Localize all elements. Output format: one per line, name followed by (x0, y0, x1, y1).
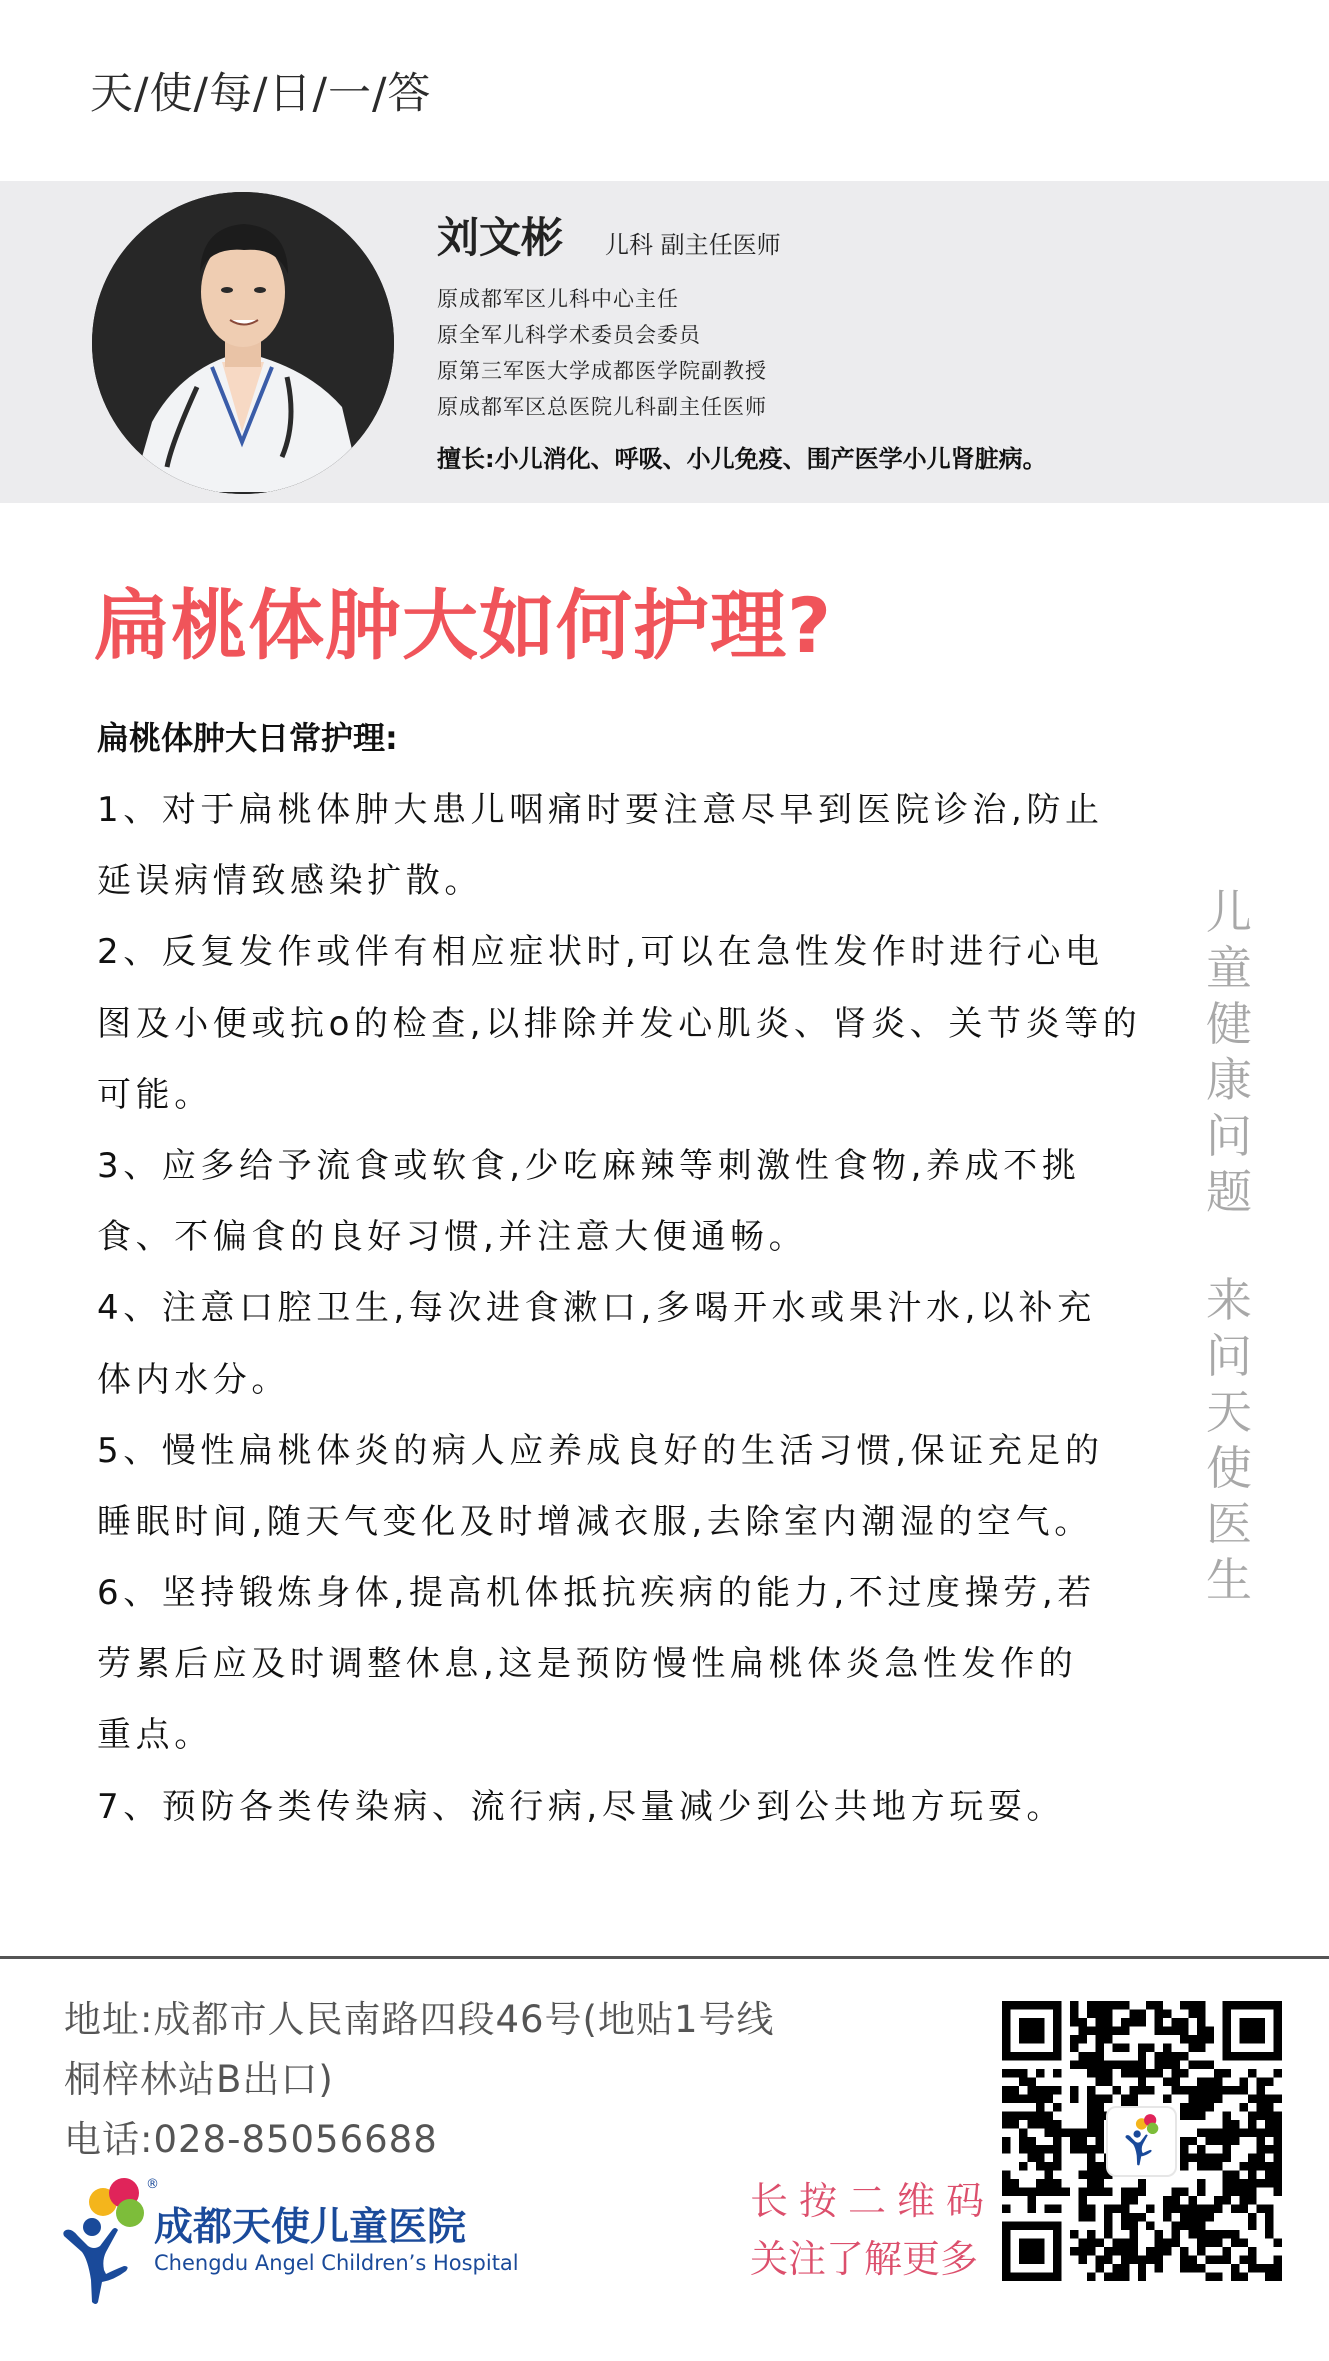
body-line: 图及小便或抗o的检查,以排除并发心肌炎、肾炎、关节炎等的 (97, 1003, 1142, 1044)
bio-item: 原全军儿科学术委员会委员 (437, 323, 701, 347)
article-body (97, 780, 1141, 1848)
doctor-bio-list (437, 281, 767, 425)
qr-call-to-action (750, 2172, 995, 2288)
address-line: 桐梓林站B出口) (64, 2058, 334, 2101)
slogan-char: 题 (1206, 1165, 1252, 1219)
slogan-char: 健 (1206, 997, 1252, 1051)
slogan-char: 儿 (1206, 885, 1252, 939)
body-line: 5、慢性扁桃体炎的病人应养成良好的生活习惯,保证充足的 (97, 1430, 1104, 1471)
hospital-contact (64, 1990, 775, 2170)
body-line: 1、对于扁桃体肿大患儿咽痛时要注意尽早到医院诊治,防止 (97, 790, 1104, 830)
doctor-name: 刘文彬 (437, 213, 564, 262)
address-line: 地址:成都市人民南路四段46号(地贴1号线 (64, 1998, 775, 2041)
hospital-name-cn: 成都天使儿童医院 (154, 2205, 467, 2250)
slogan-char: 童 (1206, 941, 1252, 995)
slogan-char: 问 (1206, 1329, 1252, 1383)
vertical-slogan (1204, 884, 1254, 1608)
series-title: 天/使/每/日/一/答 (90, 69, 432, 119)
bio-item: 原第三军医大学成都医学院副教授 (437, 359, 767, 383)
hospital-name-en: Chengdu Angel Children’s Hospital (154, 2251, 519, 2275)
slogan-char: 天 (1206, 1385, 1252, 1439)
body-line: 重点。 (97, 1715, 213, 1756)
body-line: 劳累后应及时调整休息,这是预防慢性扁桃体炎急性发作的 (97, 1644, 1078, 1685)
qr-cta-line: 长按二维码 (750, 2179, 996, 2223)
body-line: 睡眠时间,随天气变化及时增减衣服,去除室内潮湿的空气。 (97, 1501, 1093, 1542)
body-line: 7、预防各类传染病、流行病,尽量减少到公共地方玩耍。 (97, 1786, 1066, 1827)
registered-mark: ® (146, 2177, 159, 2192)
body-line: 食、不偏食的良好习惯,并注意大便通畅。 (97, 1217, 808, 1258)
body-line: 可能。 (97, 1074, 213, 1115)
slogan-char: 问 (1206, 1109, 1252, 1163)
article-subheading: 扁桃体肿大日常护理: (97, 719, 398, 757)
body-line: 4、注意口腔卫生,每次进食漱口,多喝开水或果汁水,以补充 (97, 1288, 1096, 1329)
slogan-char: 康 (1206, 1053, 1252, 1107)
body-line: 6、坚持锻炼身体,提高机体抵抗疾病的能力,不过度操劳,若 (97, 1573, 1096, 1614)
body-line: 2、反复发作或伴有相应症状时,可以在急性发作时进行心电 (97, 932, 1104, 973)
balloon-child-logo-icon (58, 2170, 158, 2310)
bio-item: 原成都军区总医院儿科副主任医师 (437, 395, 767, 419)
footer-divider (0, 1956, 1329, 1959)
body-line: 体内水分。 (97, 1359, 290, 1400)
doctor-portrait-icon (92, 192, 394, 494)
slogan-char: 使 (1206, 1441, 1252, 1495)
bio-item: 原成都军区儿科中心主任 (437, 287, 679, 311)
body-line: 延误病情致感染扩散。 (97, 861, 483, 902)
balloon-child-logo-icon (1108, 2108, 1175, 2175)
qr-cta-line: 关注了解更多 (750, 2237, 979, 2281)
slogan-char: 医 (1206, 1497, 1252, 1551)
doctor-avatar (92, 192, 394, 494)
qr-center-logo (1108, 2108, 1175, 2175)
phone-line: 电话:028-85056688 (64, 2118, 438, 2161)
article-headline: 扁桃体肿大如何护理? (94, 581, 833, 670)
body-line: 3、应多给予流食或软食,少吃麻辣等刺激性食物,养成不挑 (97, 1145, 1081, 1186)
doctor-specialty: 擅长:小儿消化、呼吸、小儿免疫、围产医学小儿肾脏病。 (437, 445, 1047, 473)
doctor-title: 儿科 副主任医师 (605, 231, 781, 259)
slogan-gap (1204, 1220, 1254, 1272)
slogan-char: 来 (1206, 1273, 1252, 1327)
slogan-char: 生 (1206, 1553, 1252, 1607)
